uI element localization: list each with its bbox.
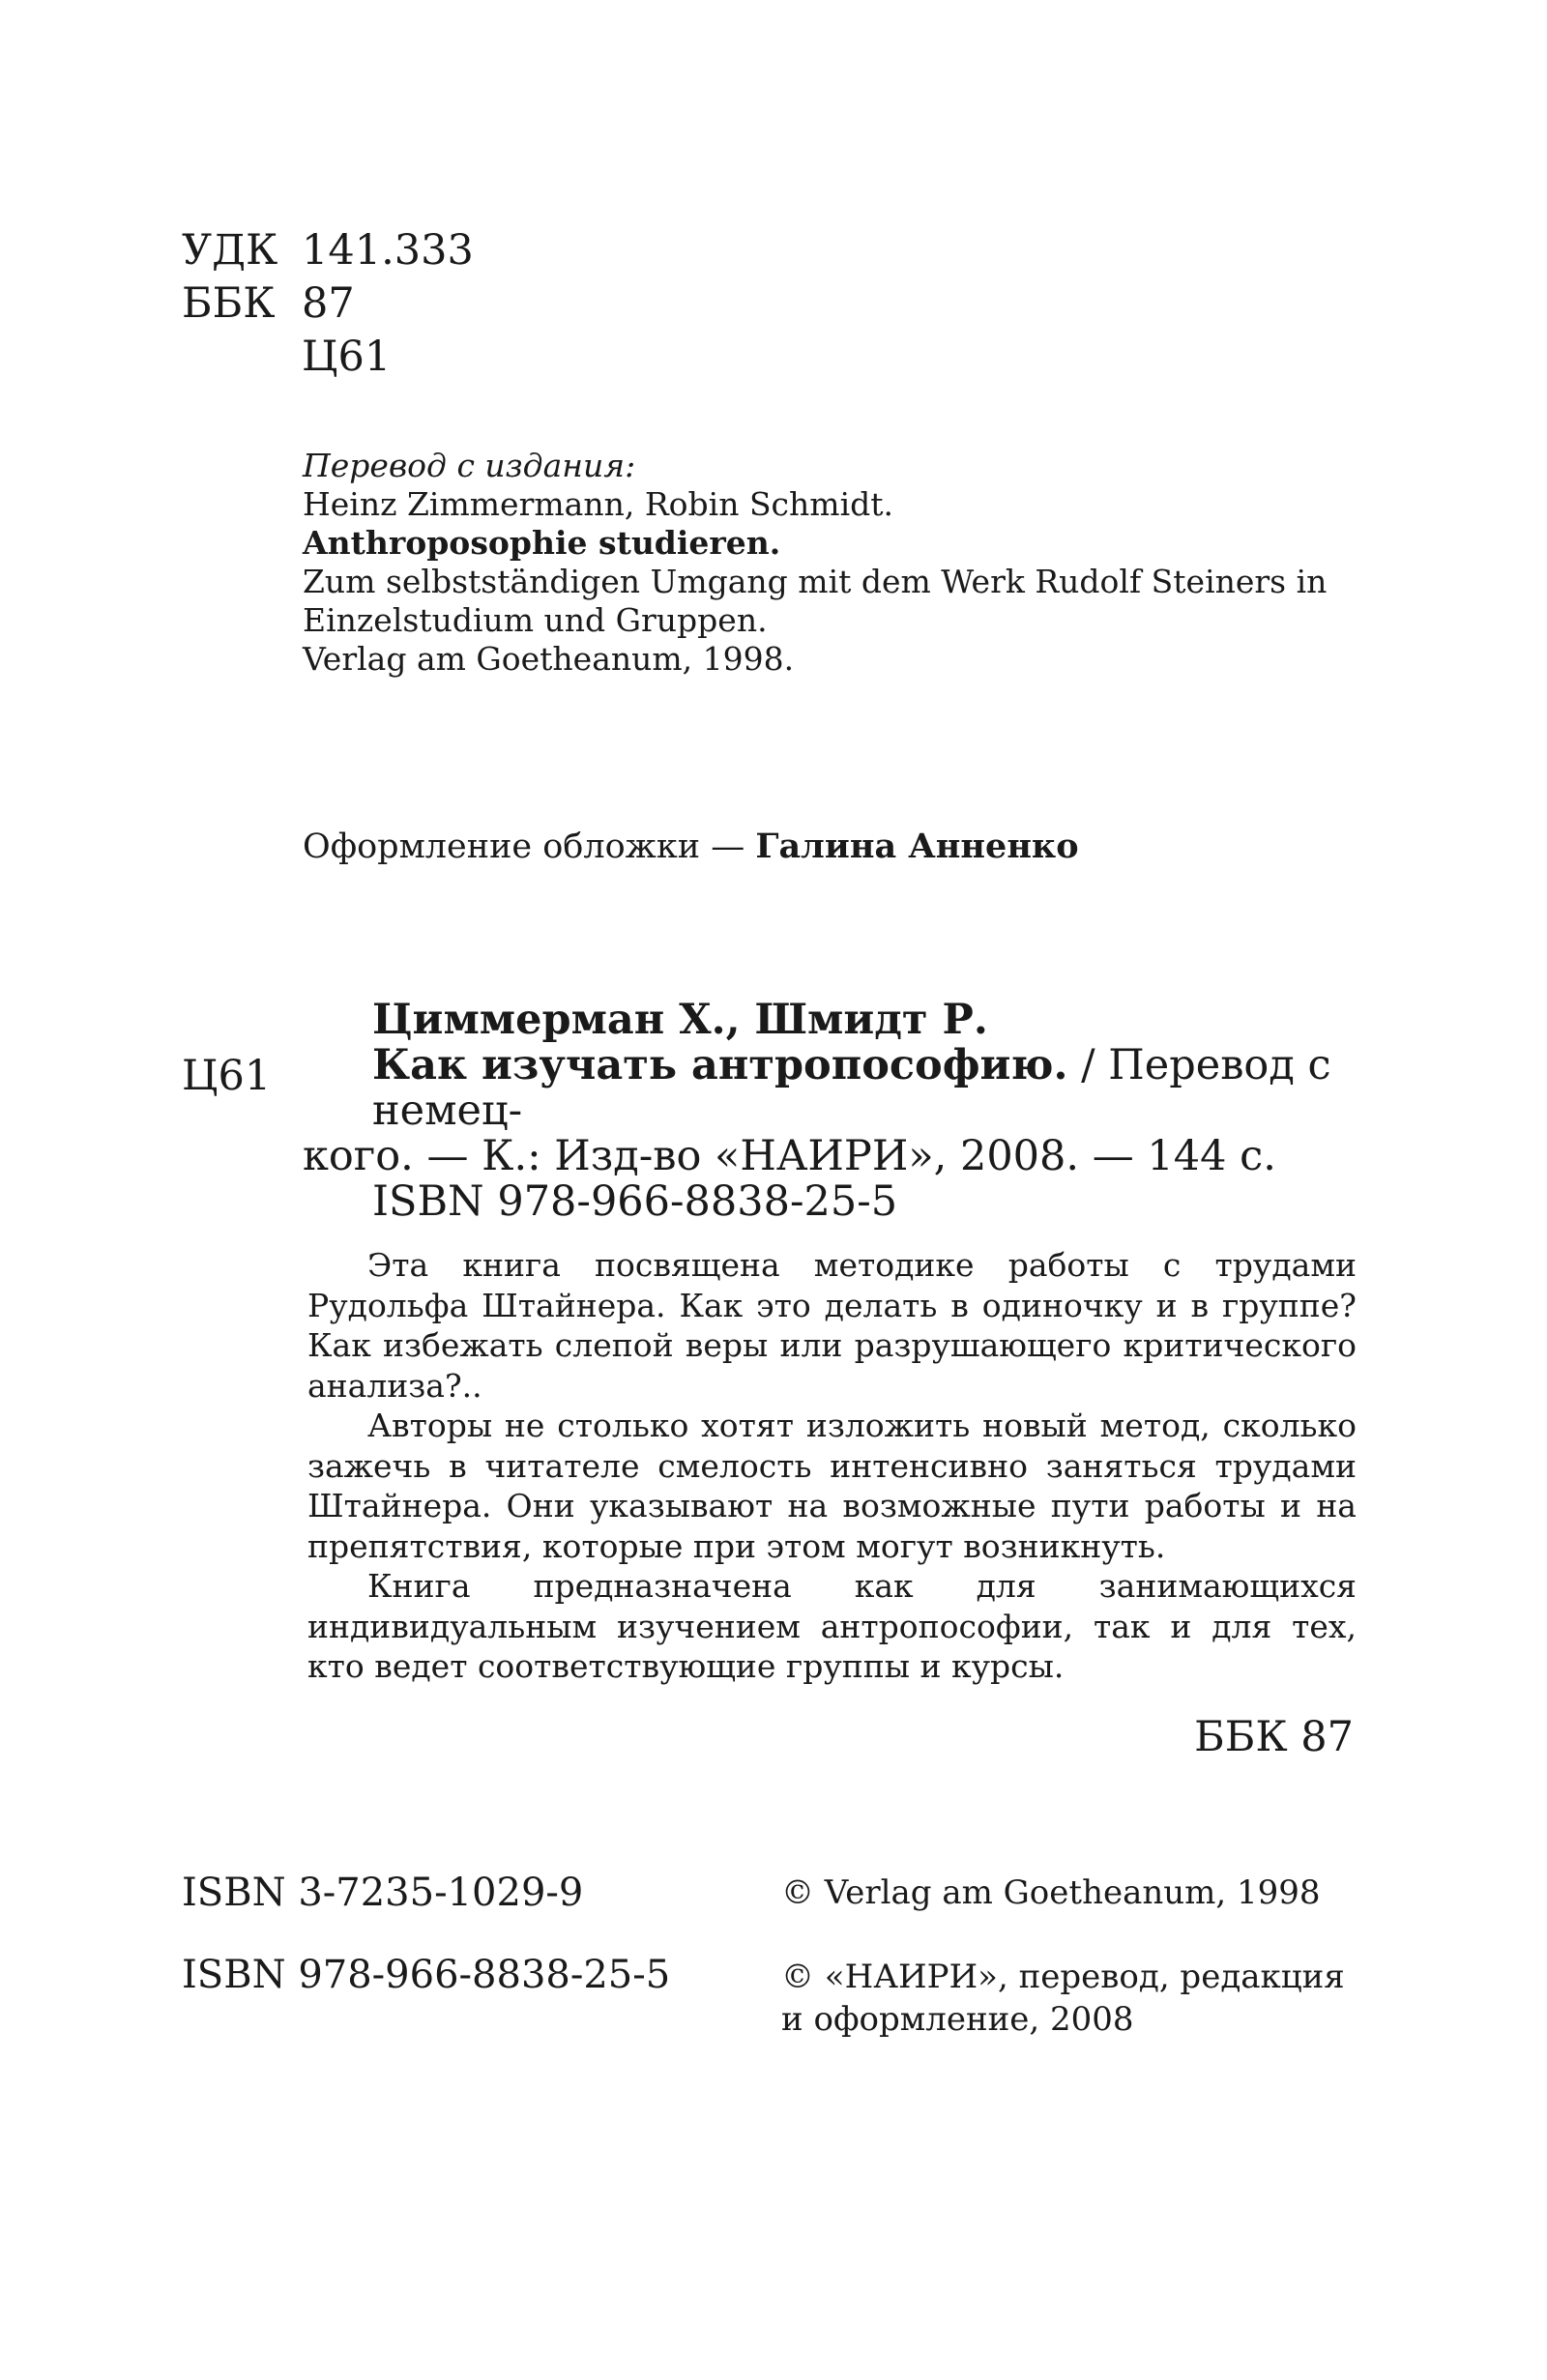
bbk-label: ББК bbox=[182, 279, 276, 328]
entry-title: Как изучать антропософию. bbox=[372, 1041, 1068, 1089]
entry-mark: Ц61 bbox=[182, 1052, 272, 1100]
entry-isbn: ISBN 978-966-8838-25-5 bbox=[372, 1177, 898, 1226]
udk-value: 141.333 bbox=[302, 226, 474, 275]
original-publisher: Verlag am Goetheanum, 1998. bbox=[303, 640, 795, 678]
entry-title-line bbox=[303, 1043, 1357, 1134]
original-title: Anthroposophie studieren. bbox=[303, 524, 781, 562]
bbk-bottom: ББК 87 bbox=[1194, 1713, 1354, 1761]
bbk-row bbox=[182, 277, 474, 331]
copyright-translation: © «НАИРИ», перевод, редакция и оформление, 2008 bbox=[781, 1958, 1345, 2039]
udk-label: УДК bbox=[182, 226, 278, 275]
annotation-paragraph-3: Книга предназначена как для занимающихся индивидуальным изучением антропософии, так и для тех, кто ведет соответствующие группы и курсы. bbox=[307, 1567, 1357, 1685]
annotation bbox=[307, 1245, 1357, 1687]
annotation-paragraph-2: Авторы не столько хотят изложить новый метод, сколько зажечь в читателе смелость интенсивно заняться трудами Штайнера. Они указывают на возможные пути работы и на препятствия, которые при этом могут возникнуть. bbox=[307, 1407, 1357, 1565]
bbk-value: 87 bbox=[302, 279, 355, 328]
copyright-original: © Verlag am Goetheanum, 1998 bbox=[781, 1873, 1321, 1912]
cover-designer: Галина Анненко bbox=[755, 827, 1079, 866]
entry-translation: / Перевод с немец- bbox=[372, 1041, 1331, 1135]
cover-label: Оформление обложки — bbox=[303, 827, 756, 866]
bibliographic-entry bbox=[303, 998, 1357, 1225]
entry-publication: кого. — К.: Изд-во «НАИРИ», 2008. — 144 с. bbox=[303, 1132, 1276, 1180]
udk-row bbox=[182, 224, 474, 277]
original-edition bbox=[303, 447, 1327, 679]
original-subtitle-line1: Zum selbstständigen Umgang mit dem Werk Rudolf Steiners in bbox=[303, 563, 1328, 600]
original-subtitle-line2: Einzelstudium und Gruppen. bbox=[303, 601, 768, 639]
isbn-translation: ISBN 978-966-8838-25-5 bbox=[182, 1953, 671, 1997]
cover-design-credit bbox=[303, 827, 1079, 866]
original-heading: Перевод с издания: bbox=[303, 447, 636, 484]
author-mark-row bbox=[182, 331, 474, 384]
classification-codes bbox=[182, 224, 474, 384]
original-authors: Heinz Zimmermann, Robin Schmidt. bbox=[303, 485, 894, 523]
entry-authors: Циммерман Х., Шмидт Р. bbox=[372, 996, 988, 1044]
author-mark: Ц61 bbox=[302, 333, 392, 381]
isbn-original: ISBN 3-7235-1029-9 bbox=[182, 1871, 584, 1915]
annotation-paragraph-1: Эта книга посвящена методике работы с трудами Рудольфа Штайнера. Как это делать в одиночку и в группе? Как избежать слепой веры или разрушающего критического анализа?.. bbox=[307, 1246, 1357, 1405]
